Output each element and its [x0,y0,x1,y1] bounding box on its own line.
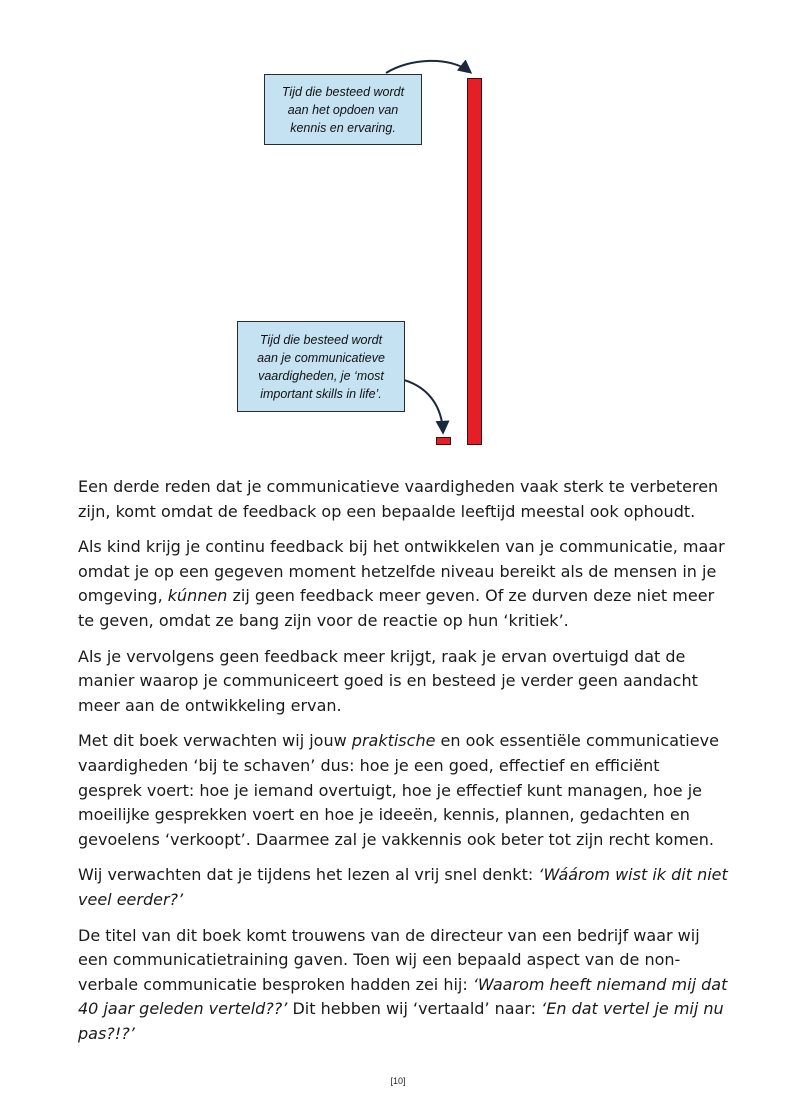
callout-knowledge-time: Tijd die besteed wordt aan het opdoen van kennis en ervaring. [264,74,422,145]
bar-communication-time [436,437,451,445]
arrow-top [386,61,470,73]
body-text [78,475,728,1057]
time-diagram [0,0,796,460]
paragraph-4: Met dit boek verwachten wij jouw praktische en ook essentiële communicatieve vaardigheden ‘bij te schaven’ dus: hoe je een goed, effectief en efficiënt gesprek voert: hoe je iemand overtuigt, hoe je effectief kunt managen, hoe je moeilijke gesprekken voert en hoe je ideeën, kennis, plannen, gedachten en gevoelens ‘verkoopt’. Daarmee zal je vakkennis ook beter tot zijn recht komen. [78,731,719,849]
arrow-bottom [404,380,443,432]
paragraph-6: De titel van dit boek komt trouwens van de directeur van een bedrijf waar wij een communicatietraining gaven. Toen wij een bepaald aspect van de non-verbale communicatie besproken hadden zei hij: ‘Waarom heeft niemand mij dat 40 jaar geleden verteld??’ Dit hebben wij ‘vertaald’ naar: ‘En dat vertel je mij nu pas?!?’ [78,925,728,1043]
paragraph-1: Een derde reden dat je communicatieve vaardigheden vaak sterk te verbeteren zijn, komt omdat de feedback op een bepaalde leeftijd meestal ook ophoudt. [78,477,719,521]
paragraph-5: Wij verwachten dat je tijdens het lezen al vrij snel denkt: ‘Wáárom wist ik dit niet veel eerder?’ [78,865,728,909]
callout-communication-time: Tijd die besteed wordt aan je communicatieve vaardigheden, je ‘most important skills in life’. [237,321,405,412]
paragraph-3: Als je vervolgens geen feedback meer krijgt, raak je ervan overtuigd dat de manier waarop je communiceert goed is en besteed je verder geen aandacht meer aan de ontwikkeling ervan. [78,646,698,715]
bar-knowledge-time [467,78,482,445]
page-number: [10] [390,1076,406,1086]
paragraph-2: Als kind krijg je continu feedback bij het ontwikkelen van je communicatie, maar omdat je op een gegeven moment hetzelfde niveau bereikt als de mensen in je omgeving, kúnnen zij geen feedback meer geven. Of ze durven deze niet meer te geven, omdat ze bang zijn voor de reactie op hun ‘kritiek’. [78,537,725,630]
